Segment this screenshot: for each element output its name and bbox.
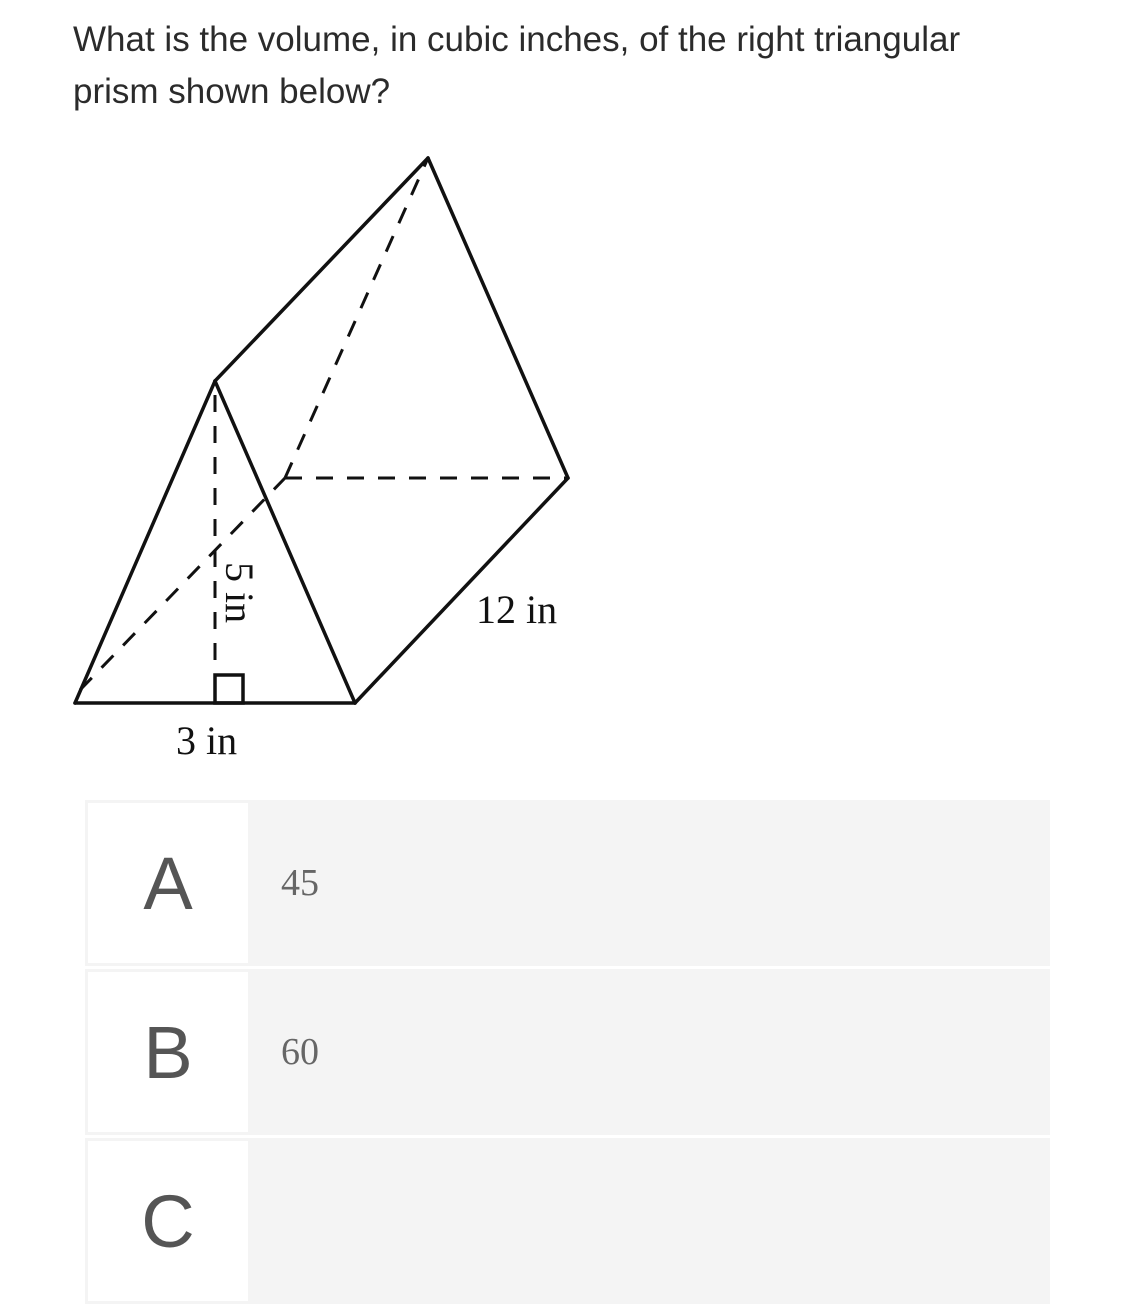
front-left-edge xyxy=(75,381,215,703)
choice-letter: B xyxy=(88,972,248,1132)
top-ridge-edge xyxy=(215,158,428,381)
choice-c[interactable] xyxy=(85,1138,1050,1304)
choice-value: 45 xyxy=(281,862,319,904)
right-angle-marker xyxy=(215,675,243,703)
question-text: What is the volume, in cubic inches, of the right triangular prism shown below? xyxy=(73,20,961,111)
back-right-edge xyxy=(428,158,568,478)
choice-value: 60 xyxy=(281,1031,319,1073)
choice-a[interactable] xyxy=(85,800,1050,966)
choice-letter: C xyxy=(88,1141,248,1301)
hidden-back-left-edge xyxy=(285,158,428,478)
prism-figure xyxy=(0,140,700,780)
answer-choices xyxy=(85,800,1050,1307)
choice-b[interactable] xyxy=(85,969,1050,1135)
height-label: 5 in xyxy=(217,562,262,624)
base-label: 3 in xyxy=(176,718,238,763)
length-label: 12 in xyxy=(476,587,558,632)
choice-letter: A xyxy=(88,803,248,963)
choice-value xyxy=(251,1138,1050,1304)
front-right-edge xyxy=(215,381,355,703)
